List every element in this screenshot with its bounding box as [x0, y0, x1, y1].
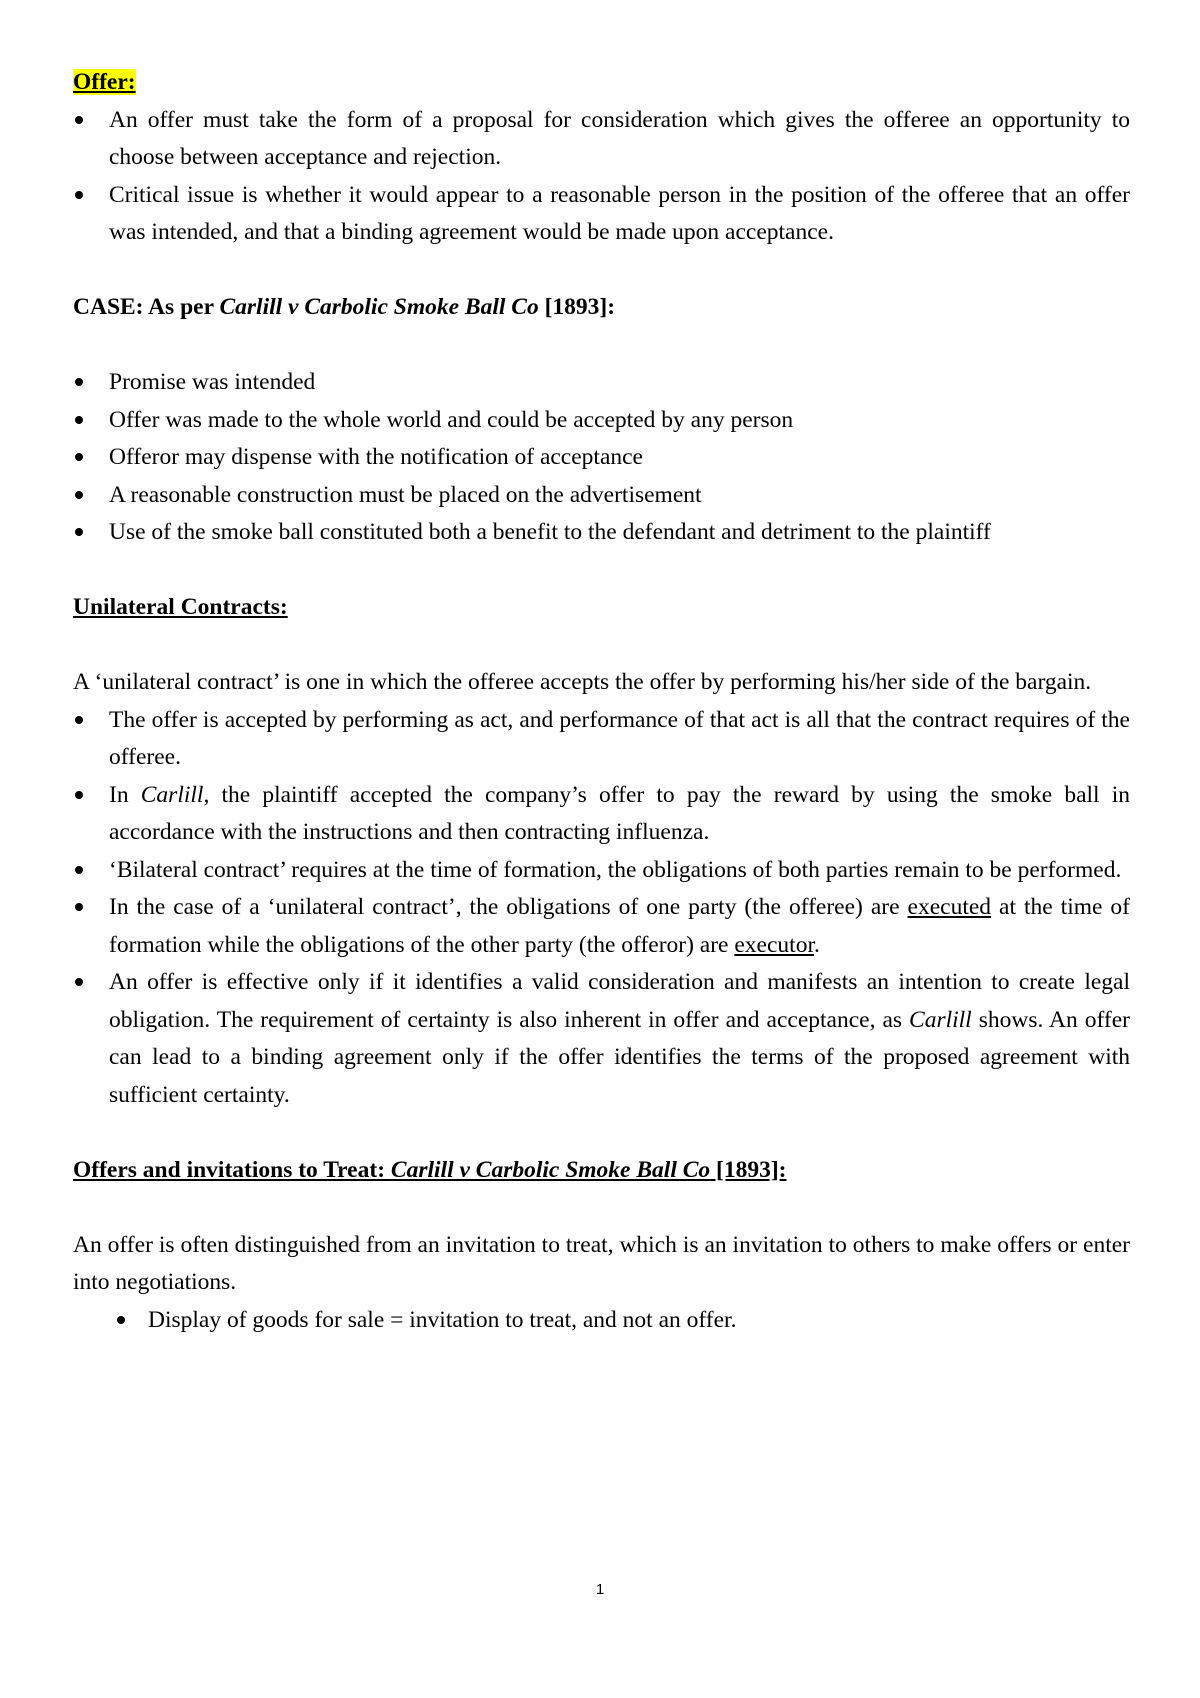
list-item: Promise was intended [73, 364, 1130, 402]
list-item: In the case of a ‘unilateral contract’, the obligations of one party (the offeree) are executed at the time of formation while the obligations of the other party (the offeror) are executor. [73, 889, 1130, 964]
document-page [73, 64, 1130, 1339]
list-item: In Carlill, the plaintiff accepted the company’s offer to pay the reward by using the smoke ball in accordance with the instructions and then contracting influenza. [73, 777, 1130, 852]
unilateral-intro: A ‘unilateral contract’ is one in which the offeree accepts the offer by performing his/her side of the bargain. [73, 669, 1092, 695]
treat-intro: An offer is often distinguished from an invitation to treat, which is an invitation to others to make offers or enter into negotiations. [73, 1231, 1130, 1295]
list-item: Critical issue is whether it would appear to a reasonable person in the position of the offeree that an offer was intended, and that a binding agreement would be made upon acceptance. [73, 177, 1130, 252]
treat-heading: Offers and invitations to Treat: Carlill v Carbolic Smoke Ball Co [1893]: [73, 1156, 787, 1183]
list-item: Offer was made to the whole world and could be accepted by any person [73, 402, 1130, 440]
case-list [73, 364, 1130, 552]
case-name: Carlill [140, 781, 204, 808]
offer-heading: Offer: [73, 69, 136, 95]
list-item: Use of the smoke ball constituted both a benefit to the defendant and detriment to the plaintiff [73, 514, 1130, 552]
list-item: The offer is accepted by performing as act, and performance of that act is all that the contract requires of the offeree. [73, 702, 1130, 777]
case-name: Carlill v Carbolic Smoke Ball Co [219, 294, 539, 320]
offer-list [73, 102, 1130, 252]
case-heading: CASE: As per Carlill v Carbolic Smoke Ball Co [1893]: [73, 294, 616, 320]
case-name: Carlill v Carbolic Smoke Ball Co [390, 1156, 711, 1183]
case-name: Carlill [909, 1006, 972, 1033]
list-item: A reasonable construction must be placed on the advertisement [73, 477, 1130, 515]
treat-list [73, 1302, 1130, 1340]
list-item: An offer is effective only if it identifies a valid consideration and manifests an intention to create legal obligation. The requirement of certainty is also inherent in offer and acceptance, as Carlill shows. An offer can lead to a binding agreement only if the offer identifies the terms of the proposed agreement with sufficient certainty. [73, 964, 1130, 1114]
list-item: Offeror may dispense with the notification of acceptance [73, 439, 1130, 477]
unilateral-heading: Unilateral Contracts: [73, 594, 288, 620]
list-item: ‘Bilateral contract’ requires at the time of formation, the obligations of both parties remain to be performed. [73, 852, 1130, 890]
list-item: Display of goods for sale = invitation to treat, and not an offer. [73, 1302, 1130, 1340]
list-item: An offer must take the form of a proposal for consideration which gives the offeree an opportunity to choose between acceptance and rejection. [73, 102, 1130, 177]
page-number: 1 [595, 1581, 605, 1598]
unilateral-list [73, 702, 1130, 1115]
